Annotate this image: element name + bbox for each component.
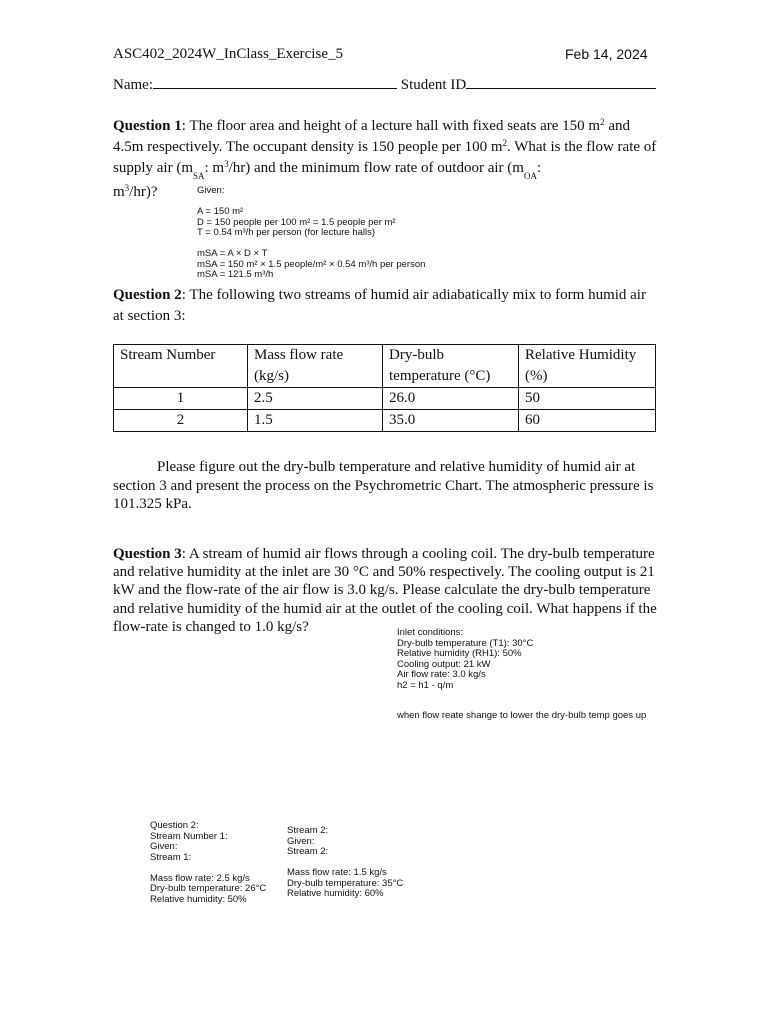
question-1-text-c: . What is the flow rate of supply air (m xyxy=(113,139,657,176)
table-header-row xyxy=(114,345,656,388)
table-cell: 2.5 xyxy=(248,388,383,410)
question-3-label: Question 3 xyxy=(113,546,182,562)
document-date: Feb 14, 2024 xyxy=(565,46,648,62)
question-3-text: : A stream of humid air flows through a cooling coil. The dry-bulb temperature and relative humidity at the inlet are 30 °C and 50% respectively. The cooling output is 21 kW and the flow-rate of the air flow is 3.0 kg/s. Please calculate the dry-bulb temperature and relative humidity of the humid air at the outlet of the cooling coil. What happens if the flow-rate is changed to 1.0 kg/s? xyxy=(113,546,657,635)
header-line: Dry-bulb xyxy=(389,347,444,363)
question-3 xyxy=(113,545,658,636)
name-label: Name: xyxy=(113,77,153,93)
table-cell: 35.0 xyxy=(383,410,519,432)
sub-oa: OA xyxy=(523,171,537,181)
student-id-blank xyxy=(466,75,656,89)
question-1 xyxy=(113,116,658,179)
question-1-label: Question 1 xyxy=(113,118,182,134)
question-2-notes-left: Question 2: Stream Number 1: Given: Stream 1: Mass flow rate: 2.5 kg/s Dry-bulb temperature: 26°C Relative humidity: 50% xyxy=(150,820,267,905)
header-line: (%) xyxy=(525,368,548,384)
question-1-text-g: m xyxy=(113,184,125,200)
question-3-note: Inlet conditions: Dry-bulb temperature (T1): 30°C Relative humidity (RH1): 50% Cooling output: 21 kW Air flow rate: 3.0 kg/s h2 = h1 - q/m xyxy=(397,627,534,691)
question-1-text-f: : xyxy=(536,160,542,176)
table-cell: 60 xyxy=(519,410,656,432)
table-cell: 1.5 xyxy=(248,410,383,432)
header-cell-stream xyxy=(114,345,248,388)
header-line: temperature (°C) xyxy=(389,368,491,384)
table-row xyxy=(114,410,656,432)
sup-2: 2 xyxy=(600,117,605,127)
table-cell: 26.0 xyxy=(383,388,519,410)
course-title: ASC402_2024W_InClass_Exercise_5 xyxy=(113,46,343,62)
question-1-text-e: /hr) and the minimum flow rate of outdoor air (m xyxy=(228,160,524,176)
sup-3: 3 xyxy=(124,183,130,193)
header-cell-mass-flow xyxy=(248,345,383,388)
name-blank xyxy=(153,75,397,89)
header-cell-rh xyxy=(519,345,656,388)
question-2-label: Question 2 xyxy=(113,287,182,303)
sub-sa: SA xyxy=(193,171,205,181)
table-cell: 50 xyxy=(519,388,656,410)
student-id-label: Student ID xyxy=(400,77,467,93)
question-1-text-h: /hr)? xyxy=(129,184,158,200)
streams-table xyxy=(113,344,656,432)
question-1-text-d: : m xyxy=(204,160,225,176)
question-1-tail xyxy=(113,182,158,203)
header-line: (kg/s) xyxy=(254,368,289,384)
question-2-text: : The following two streams of humid air adiabatically mix to form humid air at section 3: xyxy=(113,287,646,324)
question-2-notes-right: Stream 2: Given: Stream 2: Mass flow rate: 1.5 kg/s Dry-bulb temperature: 35°C Relative humidity: 60% xyxy=(287,825,404,899)
name-line xyxy=(113,75,658,94)
table-row xyxy=(114,388,656,410)
question-1-note: Given: A = 150 m² D = 150 people per 100 m² = 1.5 people per m² T = 0.54 m³/h per person (for lecture halls) mSA = A × D × T mSA = 150 m² × 1.5 people/m² × 0.54 m³/h per person mSA = 121.5 m³/h xyxy=(197,185,426,280)
header-line: Stream Number xyxy=(120,347,216,363)
header-line: Relative Humidity xyxy=(525,347,637,363)
header-cell-dry-bulb xyxy=(383,345,519,388)
header-line: Mass flow rate xyxy=(254,347,344,363)
table-cell: 1 xyxy=(114,388,248,410)
table-cell: 2 xyxy=(114,410,248,432)
sup-3: 3 xyxy=(224,159,229,169)
question-1-text-b: and 4.5m respectively. The occupant density is 150 people per 100 m xyxy=(113,118,631,155)
question-1-text-a: : The floor area and height of a lecture hall with fixed seats are 150 m xyxy=(181,118,601,134)
sup-2: 2 xyxy=(502,138,507,148)
question-2-paragraph: Please figure out the dry-bulb temperature and relative humidity of humid air at section 3 and present the process on the Psychrometric Chart. The atmospheric pressure is 101.325 kPa. xyxy=(113,459,654,512)
question-3-remark: when flow reate shange to lower the dry-bulb temp goes up xyxy=(397,710,647,721)
question-2 xyxy=(113,285,658,327)
